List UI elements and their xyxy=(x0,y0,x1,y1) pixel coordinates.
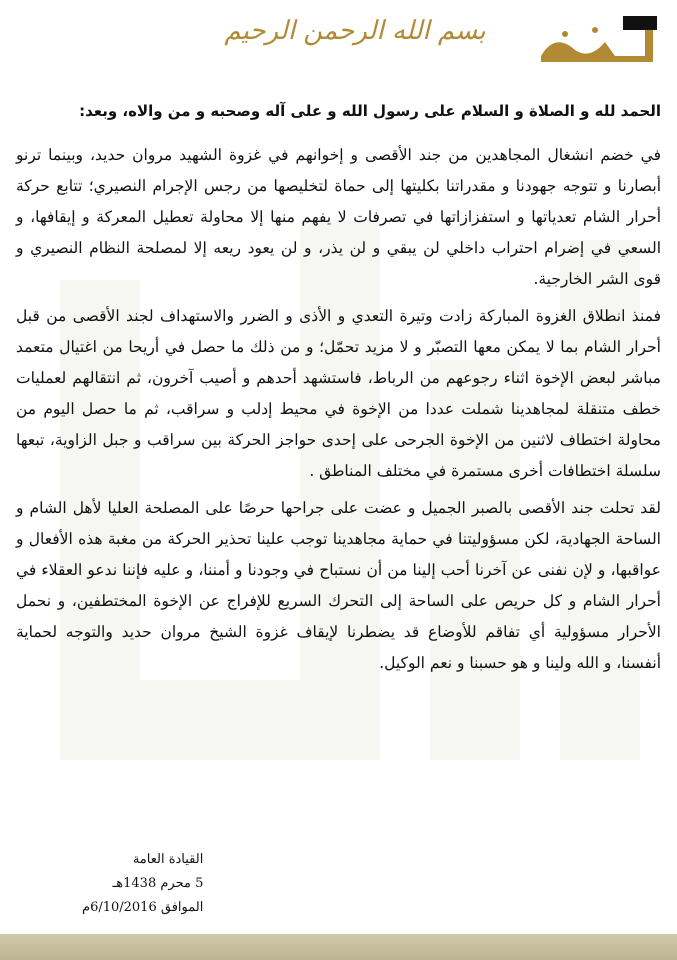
paragraph: في خضم انشغال المجاهدين من جند الأقصى و إخوانهم في غزوة الشهيد مروان حديد، وبينما ترنو أبصارنا و تتوجه جهودنا و مقدراتنا بكليتها إلى حماة لتخليصها من رجس الإجرام النصيري؛ تتابع حركة أحرار الشام تعدياتها و استفزازاتها في تصرفات لا يفهم منها إلا محاولة تعطيل المعركة و إيقافها، و السعي في إضرام احتراب داخلي لن يبقي و لن يذر، و لن يعود ريعه إلا لمصلحة النظام النصيري و قوى الشر الخارجية. xyxy=(16,146,661,288)
opening-greeting: الحمد لله و الصلاة و السلام على رسول الله و على آله وصحبه و من والاه، وبعد: xyxy=(79,102,661,120)
logo-text xyxy=(659,12,660,13)
organization-logo xyxy=(535,12,659,66)
paragraph: فمنذ انطلاق الغزوة المباركة زادت وتيرة التعدي و الأذى و الضرر والاستهداف لجند الأقصى من قبل أحرار الشام بما لا يمكن معها التصبّر و لا مزيد تحمّل؛ و من ذلك ما حصل في أريحا من اغتيال متعمد مباشر لبعض الإخوة اثناء رجوعهم من الرباط، فاستشهد أحدهم و أصيب آخرون، ثم انتقالهم لعمليات خطف متنقلة لمجاهدينا شملت عددا من الإخوة في محيط إدلب و سراقب، ثم ما حصل اليوم من محاولة اختطاف لاثنين من الإخوة الجرحى على إحدى حواجز الحركة بين سراقب و جبل الزاوية، تبعها سلسلة اختطافات أخرى مستمرة في مختلف المناطق . xyxy=(16,307,661,480)
basmala-calligraphy: بسم الله الرحمن الرحيم xyxy=(224,16,486,46)
signature-block xyxy=(82,848,203,920)
gregorian-date: الموافق 6/10/2016م xyxy=(82,900,204,915)
paragraph: لقد تحلت جند الأقصى بالصبر الجميل و عضت على جراحها حرصًا على المصلحة العليا لأهل الشام و الساحة الجهادية، لكن مسؤوليتنا في حماية مجاهدينا توجب علينا تحذير الحركة من مغبة هذه الأفعال و عواقبها، و لإن نفنى عن آخرنا أحب إلينا من أن نستباح في وجودنا و أمننا، و عليه فإننا ندعو العقلاء في أحرار الشام و كل حريص على الساحة إلى التحرك السريع للإفراج عن الإخوة المختطفين، و نحمل الأحرار مسؤولية أي تفاقم للأوضاع قد يضطرنا لإيقاف غزوة الشيخ مروان حديد والتوجه لحماية أنفسنا، و الله ولينا و هو حسبنا و نعم الوكيل. xyxy=(16,499,661,672)
signatory-title: القيادة العامة xyxy=(132,852,204,867)
letterhead xyxy=(0,0,677,80)
hijri-date: 5 محرم 1438هـ xyxy=(112,876,204,891)
footer-bar xyxy=(0,934,677,960)
statement-body xyxy=(16,100,661,685)
